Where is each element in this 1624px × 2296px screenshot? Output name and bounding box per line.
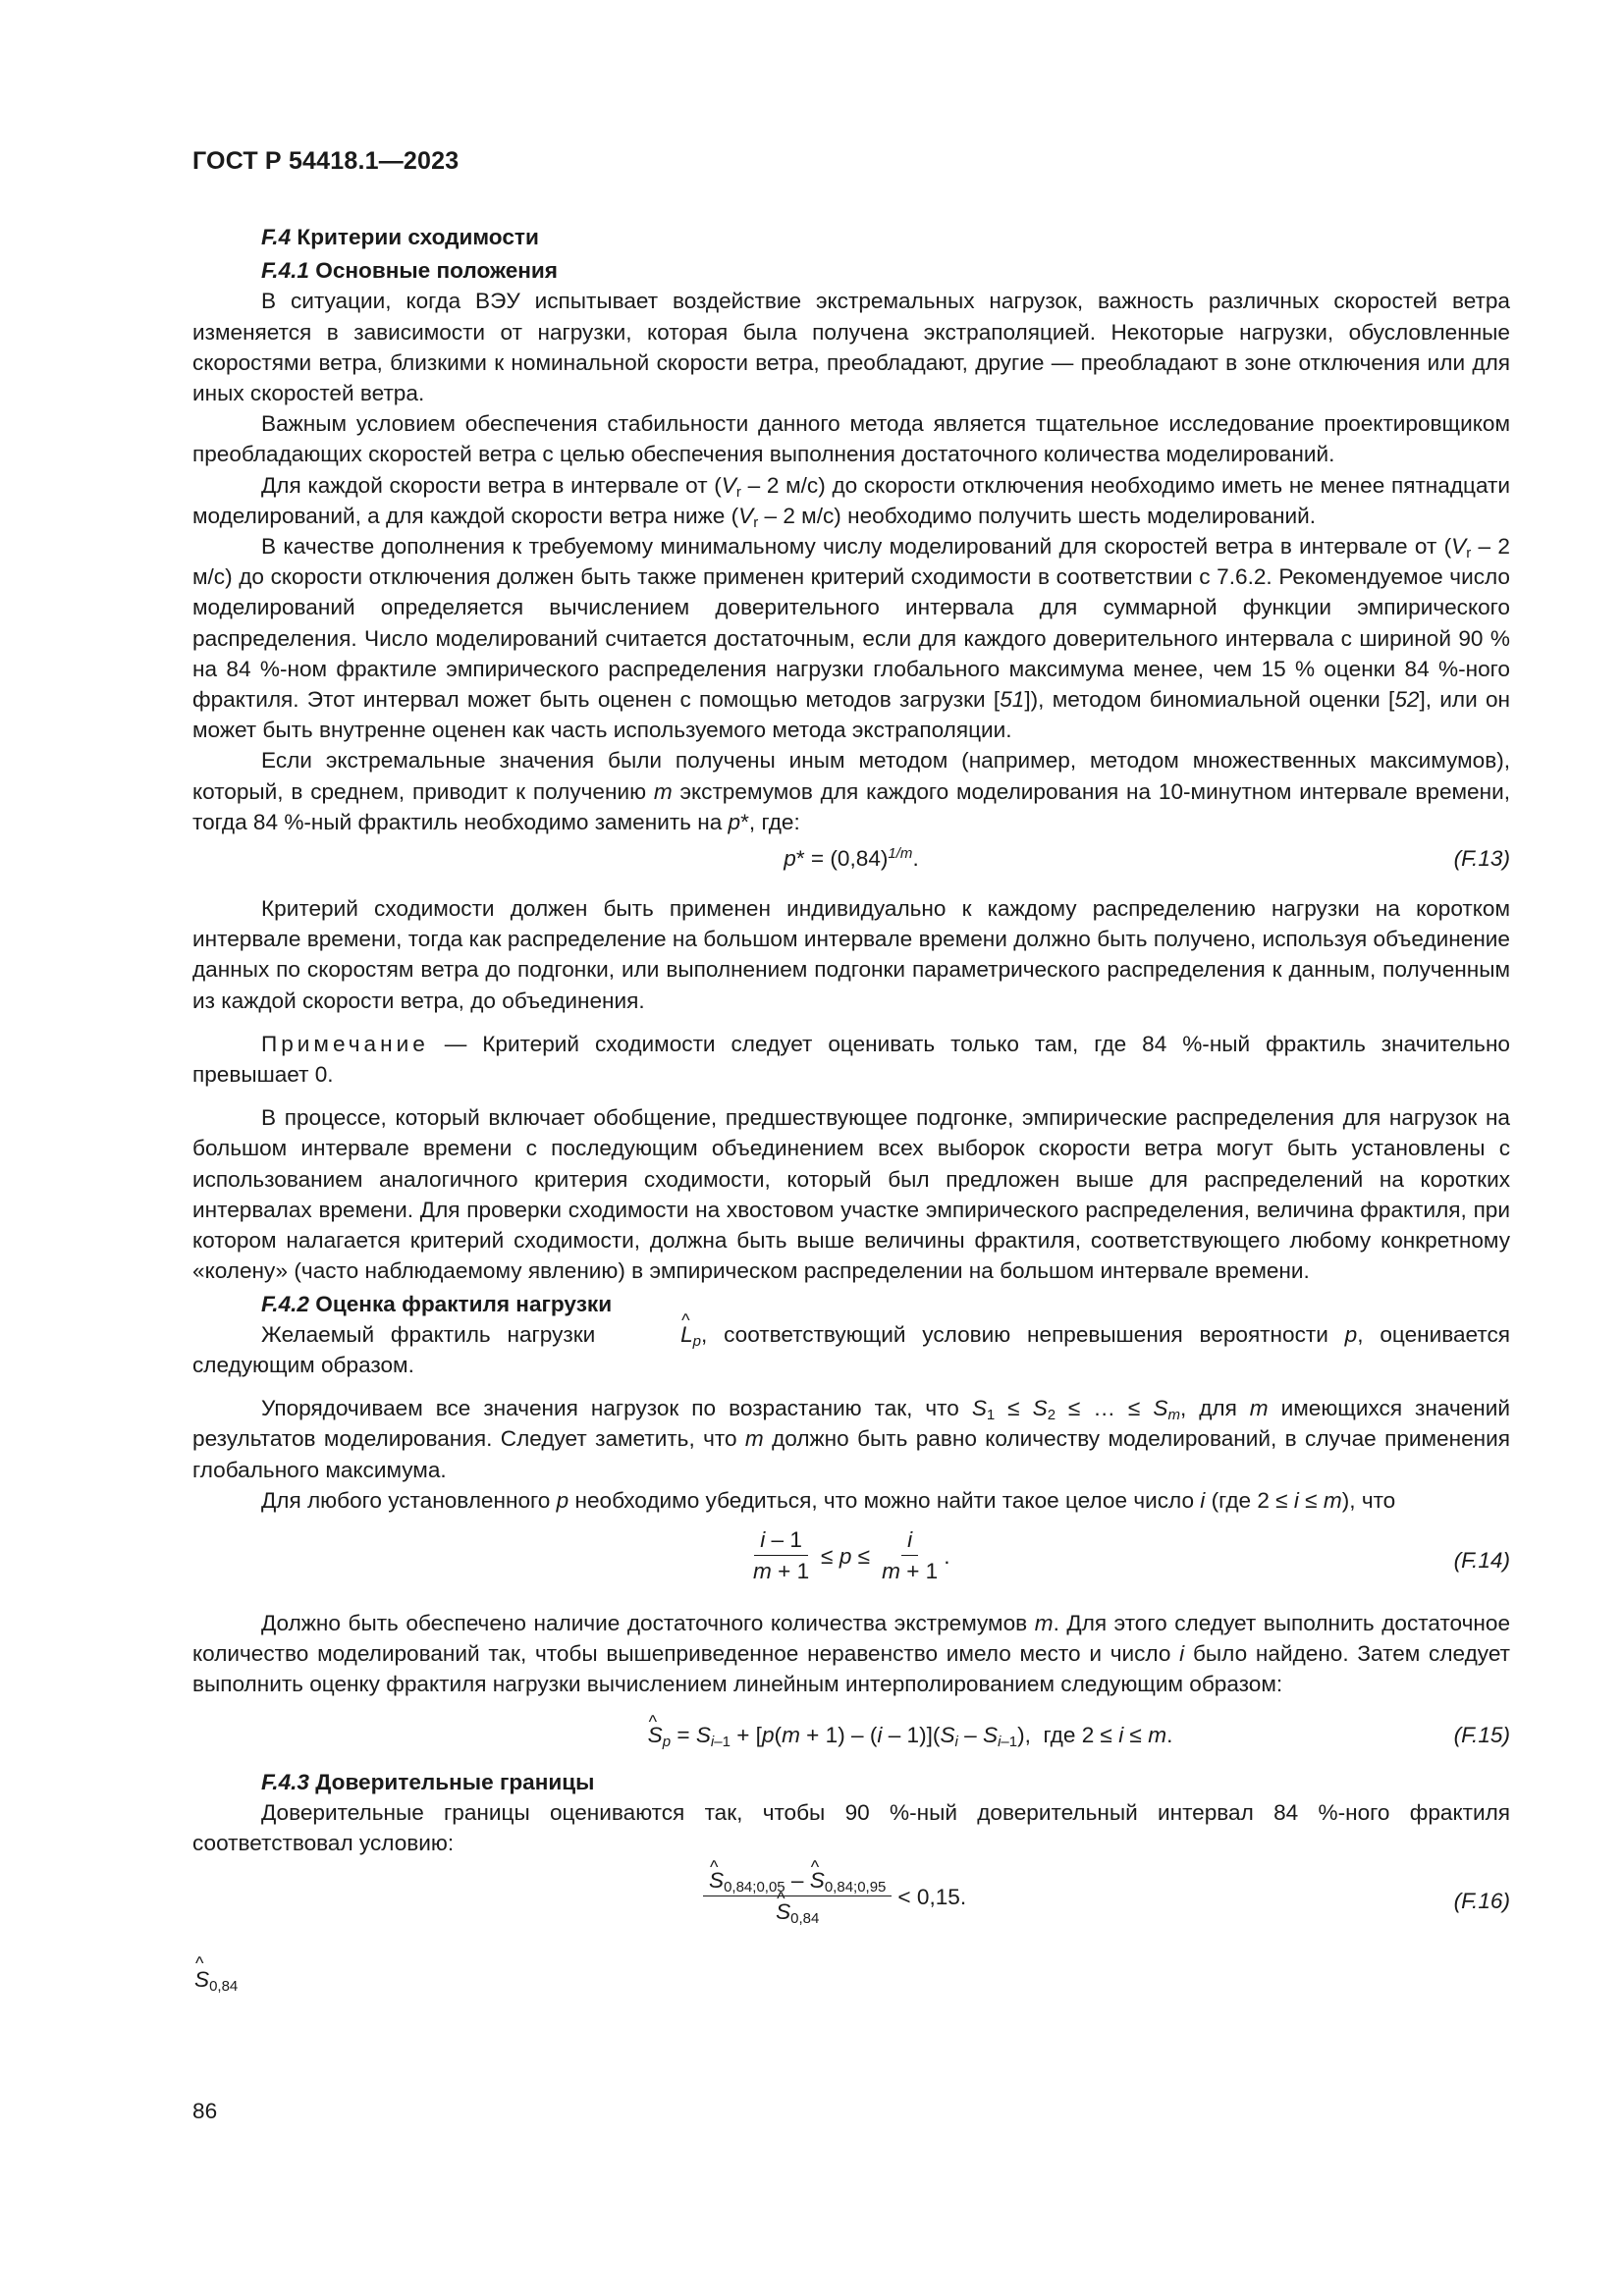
equation-f15: ^ $S_p = S_{i-1} + [p(m + 1) - (i - 1)](S_i - S_{i-1})$, где 2 ≤ i ≤ m. (F.15) xyxy=(192,1714,1510,1757)
paragraph-10: Для любого установленного p необходимо убедиться, что можно найти такое целое число i (где 2 ≤ i ≤ m), что xyxy=(261,1487,1396,1513)
equation-f14: $\frac{i - 1}{m + 1}$ ≤ p ≤ $\frac{i}{m + 1}$ . (F.14) xyxy=(753,1526,1510,1583)
section-heading-f4: F.4 Критерии сходимости xyxy=(261,225,539,249)
paragraph-5: Если экстремальные значения были получены иным методом (например, методом множественных максимумов), который, в среднем, приводит к получению m экстремумов для каждого моделирования на 10-минутном интервале времени, тогда 84 %-ный фрактиль необходимо заменить на p*, где: xyxy=(192,748,1510,834)
equation-number: (F.15) xyxy=(1453,1722,1510,1747)
section-heading-f41: F.4.1 Основные положения xyxy=(261,258,558,284)
equation-number: (F.14) xyxy=(1453,1547,1510,1573)
margin-symbol-s084: ^ $S_{0,84}$ xyxy=(194,1967,238,1993)
paragraph-9: Упорядочиваем все значения нагрузок по возрастанию так, что $S_1 \le S_2$ ≤ … ≤ $S_m$, для m имеющихся значений результатов моделирования. Следует заметить, что m должно быть равно количеству моделирований, в случае применения глобального максимума. xyxy=(192,1396,1510,1482)
paragraph-12: Доверительные границы оцениваются так, чтобы 90 %-ный доверительный интервал 84 %-ного фрактиля соответствовал условию: xyxy=(192,1799,1510,1855)
equation-f13: $p* = (0,84)^{1/m}$. (F.13) xyxy=(192,837,1510,881)
equation-number: (F.16) xyxy=(1453,1889,1510,1914)
paragraph-8: Желаемый фрактиль нагрузки ^ $L_p$, соответствующий условию непревышения вероятности p, оценивается следующим образом. xyxy=(192,1319,1510,1380)
paragraph-1: В ситуации, когда ВЭУ испытывает воздействие экстремальных нагрузок, важность различных скоростей ветра изменяется в зависимости от нагрузки, которая была получена экстраполяцией. Некоторые нагрузки, обусловленные скоростями ветра, близкими к номинальной скорости ветра, преобладают, другие — преобладают в зоне отключения или для иных скоростей ветра. xyxy=(192,289,1510,406)
paragraph-4: В качестве дополнения к требуемому минимальному числу моделирований для скоростей ветра в интервале от ($V_r - 2$ м/с) до скорости отключения должен быть также применен критерий сходимости в соответствии с 7.6.2. Рекомендуемое число моделирований определяется вычислением доверительного интервала для суммарной функции эмпирического распределения. Число моделирований считается достаточным, если для каждого доверительного интервала с шириной 90 % на 84 %-ном фрактиле эмпирического распределения нагрузки глобального максимума менее, чем 15 % оценки 84 %-ного фрактиля. Этот интервал может быть оценен с помощью методов загрузки [51]), методом биномиальной оценки [52], или он может быть внутренне оценен как часть используемого метода экстраполяции. xyxy=(192,534,1511,743)
paragraph-6: Критерий сходимости должен быть применен индивидуально к каждому распределению нагрузки на коротком интервале времени, тогда как распределение на большом интервале времени должно быть получено, используя объединение данных по скоростям ветра до подгонки, или выполнением подгонки параметрического распределения к данным, полученным из каждой скорости ветра, до объединения. xyxy=(192,896,1510,1013)
paragraph-3: Для каждой скорости ветра в интервале от ($V_r - 2$ м/с) до скорости отключения необходимо иметь не менее пятнадцати моделирований, а для каждой скорости ветра ниже ($V_r - 2$ м/с) необходимо получить шесть моделирований. xyxy=(192,472,1510,531)
paragraph-2: Важным условием обеспечения стабильности данного метода является тщательное исследование проектировщиком преобладающих скоростей ветра с целью обеспечения выполнения достаточного количества моделирований. xyxy=(192,411,1510,467)
section-heading-f42: F.4.2 Оценка фрактиля нагрузки xyxy=(261,1291,613,1316)
equation-f16: ^ $S_{0,84;0,05}$ – ^ $S_{0,84;0,95}$ ^ $S_{0,84}$ < 0,15. (F.16) xyxy=(192,1866,1510,1941)
paragraph-7: В процессе, который включает обобщение, предшествующее подгонке, эмпирические распределения для нагрузок на большом интервале времени с последующим объединением всех выборок скорости ветра могут быть установлены с использованием аналогичного критерия сходимости, который был предложен выше для распределений на коротких интервалах времени. Для проверки сходимости на хвостовом участке эмпирического распределения, величина фрактиля, при котором налагается критерий сходимости, должна быть выше величины фрактиля, соответствующего любому конкретному «колену» (часто наблюдаемому явлению) в эмпирическом распределении на большом интервале времени. xyxy=(192,1105,1510,1284)
paragraph-11: Должно быть обеспечено наличие достаточного количества экстремумов m. Для этого следует выполнить достаточное количество моделирований так, чтобы вышеприведенное неравенство имело место и число i было найдено. Затем следует выполнить оценку фрактиля нагрузки вычислением линейным интерполированием следующим образом: xyxy=(192,1610,1511,1697)
section-heading-f43: F.4.3 Доверительные границы xyxy=(261,1769,595,1794)
equation-number: (F.13) xyxy=(1453,846,1510,872)
document-body xyxy=(192,222,1510,1949)
document-header: ГОСТ Р 54418.1—2023 xyxy=(192,147,460,175)
note: Примечание — Критерий сходимости следует оценивать только там, где 84 %-ный фрактиль значительно превышает 0. xyxy=(192,1031,1510,1088)
page-number: 86 xyxy=(192,2099,218,2123)
